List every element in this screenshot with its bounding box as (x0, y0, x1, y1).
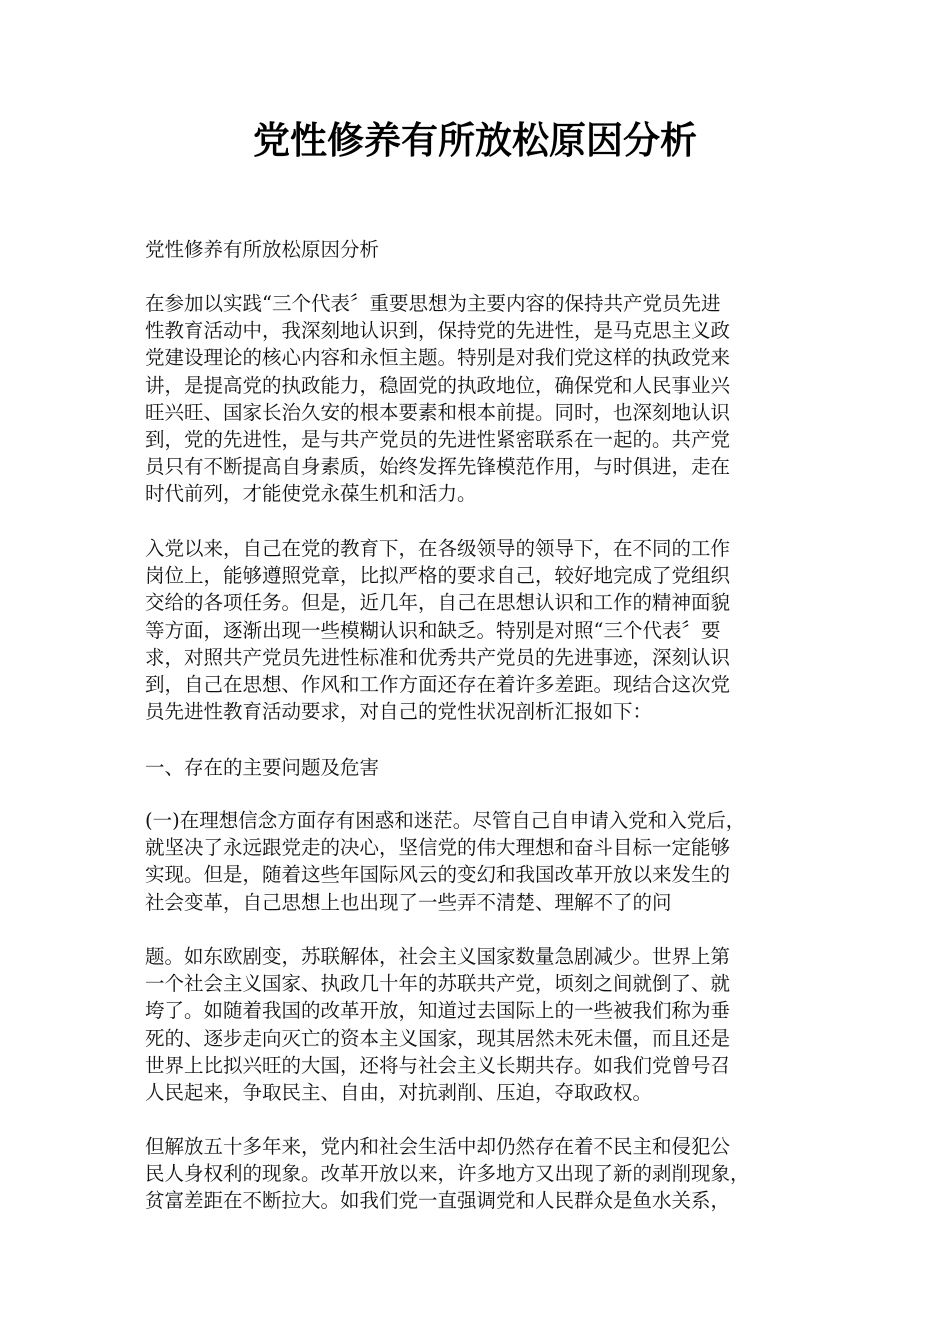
text-line: 入党以来，自己在党的教育下，在各级领导的领导下，在不同的工作 (145, 537, 731, 560)
text-line: 到，党的先进性，是与共产党员的先进性紧密联系在一起的。共产党 (145, 428, 731, 452)
text-line: 岗位上，能够遵照党章，比拟严格的要求自己，较好地完成了党组织 (145, 564, 731, 588)
belief-paragraph (145, 807, 805, 916)
text-line: 到，自己在思想、作风和工作方面还存在着许多差距。现结合这次党 (145, 673, 731, 697)
text-line: (一)在理想信念方面存有困惑和迷茫。尽管自己自申请入党和入党后， (145, 809, 746, 832)
text-line: 时代前列，才能使党永葆生机和活力。 (145, 482, 477, 506)
text-line: 党性修养有所放松原因分析 (145, 238, 380, 261)
text-line: 在参加以实践“三个代表〞重要思想为主要内容的保持共产党员先进 (145, 292, 721, 315)
document-title: 党性修养有所放松原因分析 (253, 118, 697, 162)
text-line: 求，对照共产党员先进性标准和优秀共产党员的先进事迹，深刻认识 (145, 645, 731, 669)
text-line: 但解放五十多年来，党内和社会生活中却仍然存在着不民主和侵犯公 (145, 1135, 731, 1158)
text-line: 员先进性教育活动要求，对自己的党性状况剖析汇报如下： (145, 700, 653, 724)
section-heading (145, 754, 805, 781)
text-line: 民人身权利的现象。改革开放以来，许多地方又出现了新的剥削现象， (145, 1162, 750, 1186)
intro-paragraph (145, 290, 805, 508)
text-line: 题。如东欧剧变，苏联解体，社会主义国家数量急剧减少。世界上第 (145, 945, 731, 968)
text-line: 世界上比拟兴旺的大国，还将与社会主义长期共存。如我们党曾号召 (145, 1053, 731, 1077)
text-line: 就坚决了永远跟党走的决心，坚信党的伟大理想和奋斗目标一定能够 (145, 836, 731, 860)
text-line: 实现。但是，随着这些年国际风云的变幻和我国改革开放以来发生的 (145, 863, 731, 887)
text-line: 人民起来，争取民主、自由，对抗剥削、压迫，夺取政权。 (145, 1081, 653, 1105)
text-line: 贫富差距在不断拉大。如我们党一直强调党和人民群众是鱼水关系， (145, 1189, 731, 1213)
text-line: 社会变革，自己思想上也出现了一些弄不清楚、理解不了的问 (145, 890, 672, 914)
subtitle-paragraph (145, 236, 805, 263)
text-line: 垮了。如随着我国的改革开放，知道过去国际上的一些被我们称为垂 (145, 999, 731, 1023)
text-line: 死的、逐步走向灭亡的资本主义国家，现其居然未死未僵，而且还是 (145, 1026, 731, 1050)
examples-paragraph (145, 943, 805, 1106)
text-line: 等方面，逐渐出现一些模糊认识和缺乏。特别是对照“三个代表〞要 (145, 618, 721, 642)
text-line: 旺兴旺、国家长治久安的根本要素和根本前提。同时，也深刻地认识 (145, 400, 731, 424)
text-line: 性教育活动中，我深刻地认识到，保持党的先进性，是马克思主义政 (145, 319, 731, 343)
text-line: 交给的各项任务。但是，近几年，自己在思想认识和工作的精神面貌 (145, 591, 731, 615)
text-line: 员只有不断提高自身素质，始终发挥先锋模范作用，与时俱进，走在 (145, 455, 731, 479)
text-line: 一个社会主义国家、执政几十年的苏联共产党，顷刻之间就倒了、就 (145, 972, 731, 996)
text-line: 一、存在的主要问题及危害 (145, 756, 380, 779)
liberation-paragraph (145, 1133, 805, 1215)
text-line: 讲，是提高党的执政能力，稳固党的执政地位，确保党和人民事业兴 (145, 373, 731, 397)
text-line: 党建设理论的核心内容和永恒主题。特别是对我们党这样的执政党来 (145, 346, 731, 370)
self-review-paragraph (145, 535, 805, 725)
